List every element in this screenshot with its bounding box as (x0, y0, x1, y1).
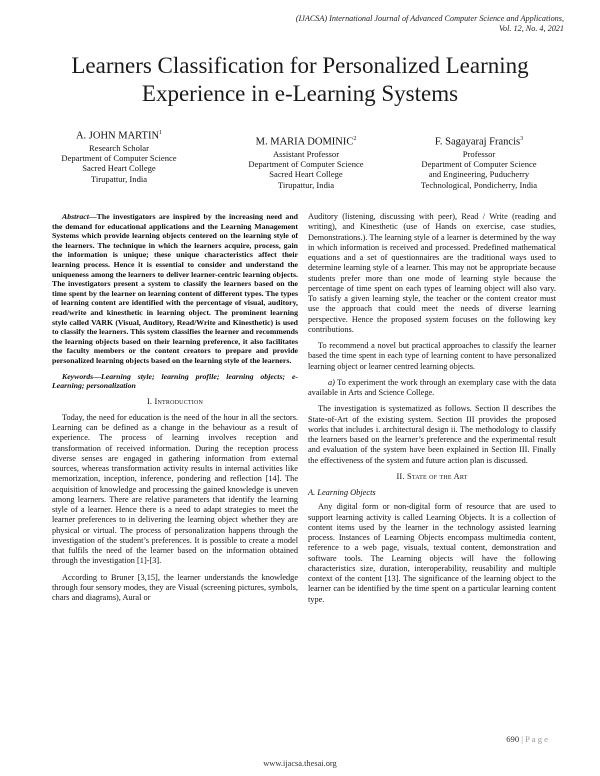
author-3-dept: Department of Computer Science (421, 158, 537, 169)
author-1-role: Research Scholar (89, 142, 149, 153)
author-3-inst: and Engineering, Puducherry (428, 169, 530, 180)
author-3-mark: 3 (520, 136, 524, 142)
author-2 (226, 133, 386, 190)
author-1-mark: 1 (159, 130, 163, 136)
intro-paragraph-3: Auditory (listening, discussing with peer), Read / Write (reading and writing), and Kinesthetic (use of Hands on exercise, case studies, Demonstrations.). The learning style of a learner is determined by the way in which information is received and processed. Predefined mathematical equations and a set of questionnaires are the traditional ways used to determine learning style of a learner. This may not be appropriate because students prefer more than one mode of learning style because the percentage of time spent on each types of learning object will also vary. To satisfy a given learning style, the teacher or the content creator must use the approach that could meet the needs of diverse learning perspective. Hence the proposed system focuses on the following key contributions. (308, 212, 556, 334)
author-1-dept: Department of Computer Science (61, 152, 177, 163)
author-2-mark: 2 (353, 136, 357, 142)
journal-volume: Vol. 12, No. 4, 2021 (498, 24, 564, 33)
section-2-heading: II. State of the Art (396, 471, 468, 481)
intro-paragraph-2: According to Bruner [3,15], the learner understands the knowledge through four sensory modes, they are Visual (screening pictures, symbols, chars and diagrams), Aural or (52, 572, 298, 603)
abstract-text: —The investigators are inspired by the increasing need and the demand for educational applications and the Learning Management Systems which provide learning objects centered on the learning style of the learners. The technique in which the learners acquire, process, gain the information is unique; these unique characteristics affect their learning process. Hence it is essential to consider and understand the uniqueness among the learners to deliver learner-centric learning objects. The investigators present a system to classify the learners based on the time spent by the learner on learning content of different types. The types of learning content are identified with the percentage of visual, auditory, read/write and kinesthetic in learning object. The prominent learning style called VARK (Visual, Auditory, Read/Write and Kinesthetic) is used to classify the learners. This system classifies the learner and recommends the learning objects based on their learning preference, it also facilitates the faculty members or the content creators to prepare and provide personalized learning objects based on the learning style of the learners. (52, 212, 298, 365)
page-label: | P a g e (521, 734, 548, 744)
paper-title (40, 52, 560, 108)
abstract (52, 212, 298, 366)
author-3 (400, 133, 558, 190)
author-block (44, 127, 556, 190)
author-2-dept: Department of Computer Science (248, 158, 364, 169)
author-2-name: M. MARIA DOMINIC (255, 136, 354, 148)
left-column (52, 212, 298, 609)
abstract-label: Abstract (62, 212, 89, 221)
page-number-value: 690 (506, 734, 520, 744)
keywords: Keywords—Learning style; learning profile; learning objects; e-Learning; personalization (52, 371, 298, 391)
right-column (308, 212, 556, 611)
contribution-item-a-label: a) (328, 377, 335, 387)
author-2-inst: Sacred Heart College (269, 169, 343, 180)
organization-paragraph: The investigation is systematized as follows. Section II describes the State-of-Art of the existing system. Section III provides the proposed works that includes i. architectural design ii. The methodology to classify the learners based on the learner’s preference and the experimental result and evaluation of the system have been explained in Section III. Finally the effectiveness of the system and future action plan is discussed. (308, 404, 556, 465)
author-2-location: Tirupattur, India (277, 179, 335, 190)
journal-header (144, 14, 564, 34)
contribution-item-a (308, 378, 556, 399)
author-1 (44, 127, 194, 184)
author-3-location: Technological, Pondicherry, India (420, 179, 538, 190)
contribution-paragraph: To recommend a novel but practical approaches to classify the learner based the time spent in each type of learning content to have personalized learning object or learner centred learning objects. (308, 341, 556, 371)
title-line-1: Learners Classification for Personalized Learning (71, 53, 529, 78)
author-3-name: F. Sagayaraj Francis (434, 136, 521, 148)
learning-objects-paragraph: Any digital form or non-digital form of resource that are used to support learning activity is called Learning Objects. It is a collection of content items used by the learner in the technology assisted learning process. Instances of Learning Objects encompass multimedia content, reference to a web page, visuals, textual content, demonstration and software tools. The Learning objects will have the following characteristics size, duration, interoperability, reusability and multiple context of the content [13]. The significance of the learning object to the learner can be identified by the time spent on a particular learning content type. (308, 502, 556, 604)
section-1-heading: I. Introduction (146, 396, 204, 406)
author-2-role: Assistant Professor (272, 148, 340, 159)
author-3-role: Professor (462, 148, 496, 159)
journal-name: (IJACSA) International Journal of Advanced Computer Science and Applications, (295, 14, 564, 23)
author-1-inst: Sacred Heart College (82, 163, 156, 174)
author-1-name: A. JOHN MARTIN (75, 130, 160, 142)
intro-paragraph-1: Today, the need for education is the need of the hour in all the sectors. Learning can be defined as a change in the behaviour as a result of experience. The process of learning involves reception and transformation of received information. During the reception process diverse senses are engaged in gathering information from external sources, whereas transformation activity results in internal activities like memorization, inception, inference, pondering and reflection [14]. The acquisition of knowledge and processing the gained knowledge is uneven among learners. There are relative parameters that identify the learning style of a learner. Hence there is a need to adapt strategies to meet the learner preferences to in delivering the learning object whether they are physical or virtual. The process of personalization happens through the investigation of the student’s preferences. It is possible to create a model that fulfils the need of the learner based on the information obtained through the investigation [1]-[3]. (52, 412, 298, 566)
subsection-a-heading: A. Learning Objects (308, 488, 376, 497)
contribution-item-a-text: To experiment the work through an exemplary case with the data available in Arts and Science College. (308, 377, 556, 397)
title-line-2: Experience in e-Learning Systems (141, 81, 459, 106)
page-number (506, 734, 548, 744)
journal-url: www.ijacsa.thesai.org (263, 759, 337, 768)
author-1-location: Tirupattur, India (90, 173, 148, 184)
